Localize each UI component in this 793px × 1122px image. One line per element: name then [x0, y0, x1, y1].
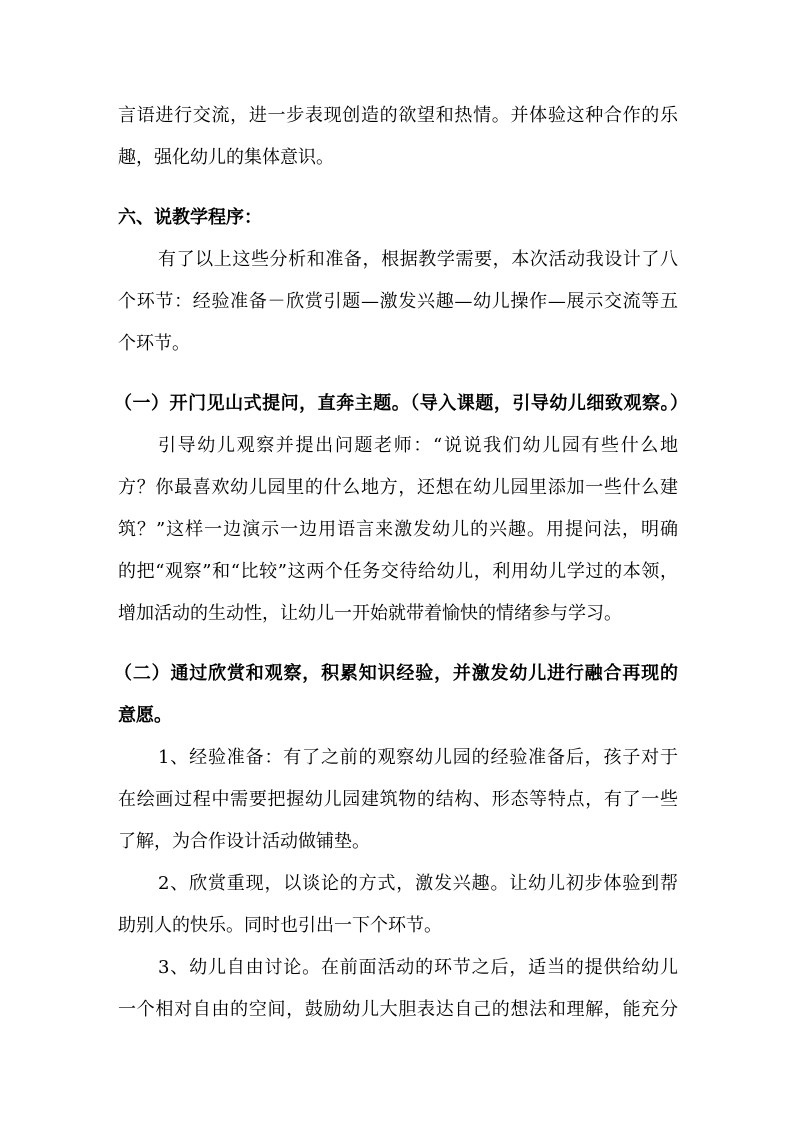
- subsection-heading: 意愿。: [118, 705, 172, 726]
- paragraph-line: 方？你最喜欢幼儿园里的什么地方，还想在幼儿园里添加一些什么建: [118, 477, 678, 498]
- section-heading: 六、说教学程序：: [118, 207, 262, 228]
- list-item-line: 助别人的快乐。同时也引出一下个环节。: [118, 915, 442, 936]
- paragraph-line: 趣，强化幼儿的集体意识。: [118, 147, 334, 168]
- list-item-line: 在绘画过程中需要把握幼儿园建筑物的结构、形态等特点，有了一些: [118, 789, 678, 810]
- paragraph-line: 引导幼儿观察并提出问题老师：“说说我们幼儿园有些什么地: [158, 435, 678, 456]
- paragraph-line: 增加活动的生动性，让幼儿一开始就带着愉快的情绪参与学习。: [118, 603, 622, 624]
- subsection-heading: （二）通过欣赏和观察，积累知识经验，并激发幼儿进行融合再现的: [114, 663, 678, 684]
- list-item-line: 了解，为合作设计活动做铺垫。: [118, 831, 370, 852]
- list-item-line: 一个相对自由的空间，鼓励幼儿大胆表达自己的想法和理解，能充分: [118, 999, 678, 1020]
- list-item-line: 2、欣赏重现，以谈论的方式，激发兴趣。让幼儿初步体验到帮: [158, 873, 678, 894]
- paragraph-line: 个环节：经验准备－欣赏引题—激发兴趣—幼儿操作—展示交流等五: [118, 291, 678, 312]
- subsection-heading: （一）开门见山式提问，直奔主题。（导入课题，引导幼儿细致观察。）: [114, 393, 688, 414]
- list-item-line: 3、幼儿自由讨论。在前面活动的环节之后，适当的提供给幼儿: [158, 957, 678, 978]
- paragraph-line: 有了以上这些分析和准备，根据教学需要，本次活动我设计了八: [158, 249, 678, 270]
- list-item-line: 1、经验准备：有了之前的观察幼儿园的经验准备后，孩子对于: [158, 747, 678, 768]
- paragraph-line: 筑？”这样一边演示一边用语言来激发幼儿的兴趣。用提问法，明确: [118, 519, 678, 540]
- paragraph-line: 的把“观察”和“比较”这两个任务交待给幼儿，利用幼儿学过的本领，: [118, 561, 678, 582]
- paragraph-line: 言语进行交流，进一步表现创造的欲望和热情。并体验这种合作的乐: [118, 105, 678, 126]
- paragraph-line: 个环节。: [118, 333, 190, 354]
